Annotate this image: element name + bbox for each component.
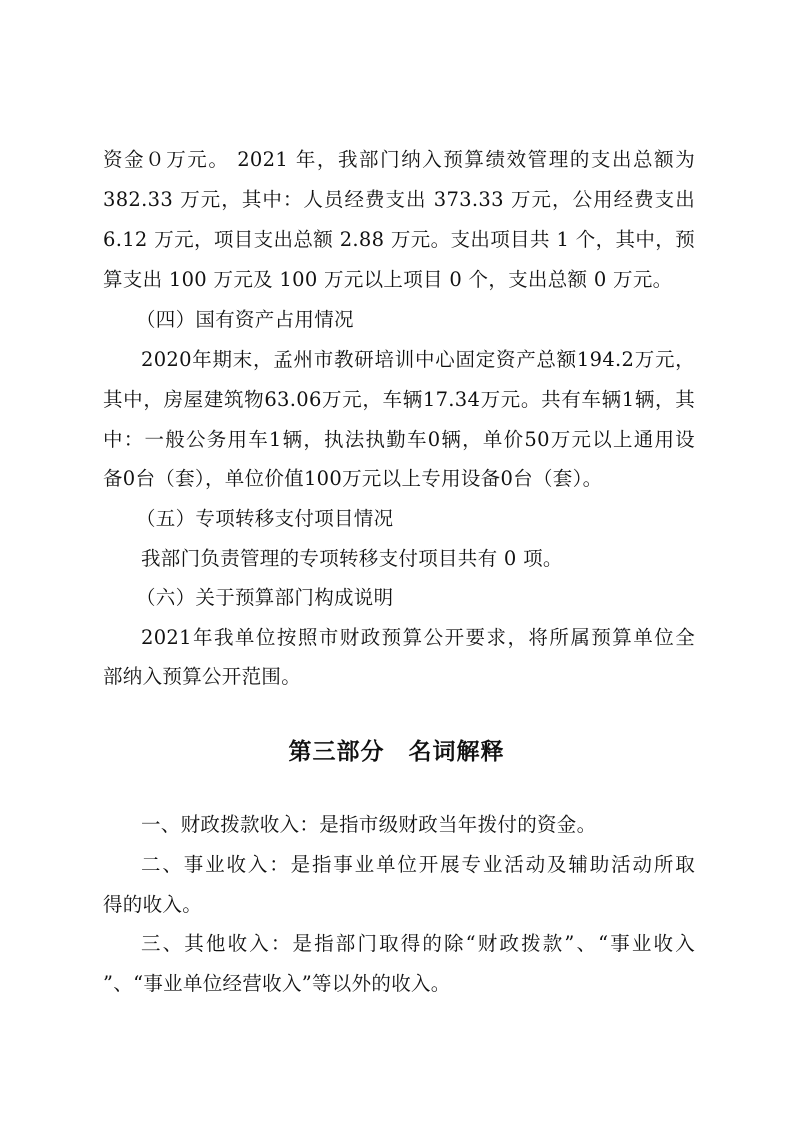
paragraph-line: 中：一般公务用车1辆，执法执勤车0辆，单价50万元以上通用设 [103,428,695,451]
paragraph-line: 我部门负责管理的专项转移支付项目共有 0 项。 [141,547,563,570]
paragraph-line: 2021年我单位按照市财政预算公开要求，将所属预算单位全 [141,626,695,649]
paragraph-line: 算支出 100 万元及 100 万元以上项目 0 个，支出总额 0 万元。 [103,268,673,291]
paragraph-line: 资金０万元。 2021 年，我部门纳入预算绩效管理的支出总额为 [103,148,695,171]
definition-line: ”、“事业单位经营收入”等以外的收入。 [103,972,451,995]
paragraph-line: 6.12 万元，项目支出总额 2.88 万元。支出项目共 1 个，其中，预 [103,228,695,251]
definition-line: 得的收入。 [103,893,203,916]
paragraph-line: 2020年期末，孟州市教研培训中心固定资产总额194.2万元， [141,348,695,371]
definition-line: 一、财政拨款收入：是指市级财政当年拨付的资金。 [141,813,597,836]
paragraph-line: 382.33 万元，其中：人员经费支出 373.33 万元，公用经费支出 [103,188,695,211]
section-title: 第三部分 名词解释 [288,739,505,765]
definition-line: 二、事业收入：是指事业单位开展专业活动及辅助活动所取 [141,853,695,876]
subsection-heading: （六）关于预算部门构成说明 [136,586,394,609]
definition-line: 三、其他收入：是指部门取得的除“财政拨款”、“事业收入 [141,932,695,955]
paragraph-line: 部纳入预算公开范围。 [103,665,302,688]
paragraph-line: 备0台（套），单位价值100万元以上专用设备0台（套）。 [103,467,603,490]
subsection-heading: （四）国有资产占用情况 [136,308,354,331]
subsection-heading: （五）专项转移支付项目情况 [136,507,394,530]
paragraph-line: 其中，房屋建筑物63.06万元，车辆17.34万元。共有车辆1辆，其 [103,388,695,411]
